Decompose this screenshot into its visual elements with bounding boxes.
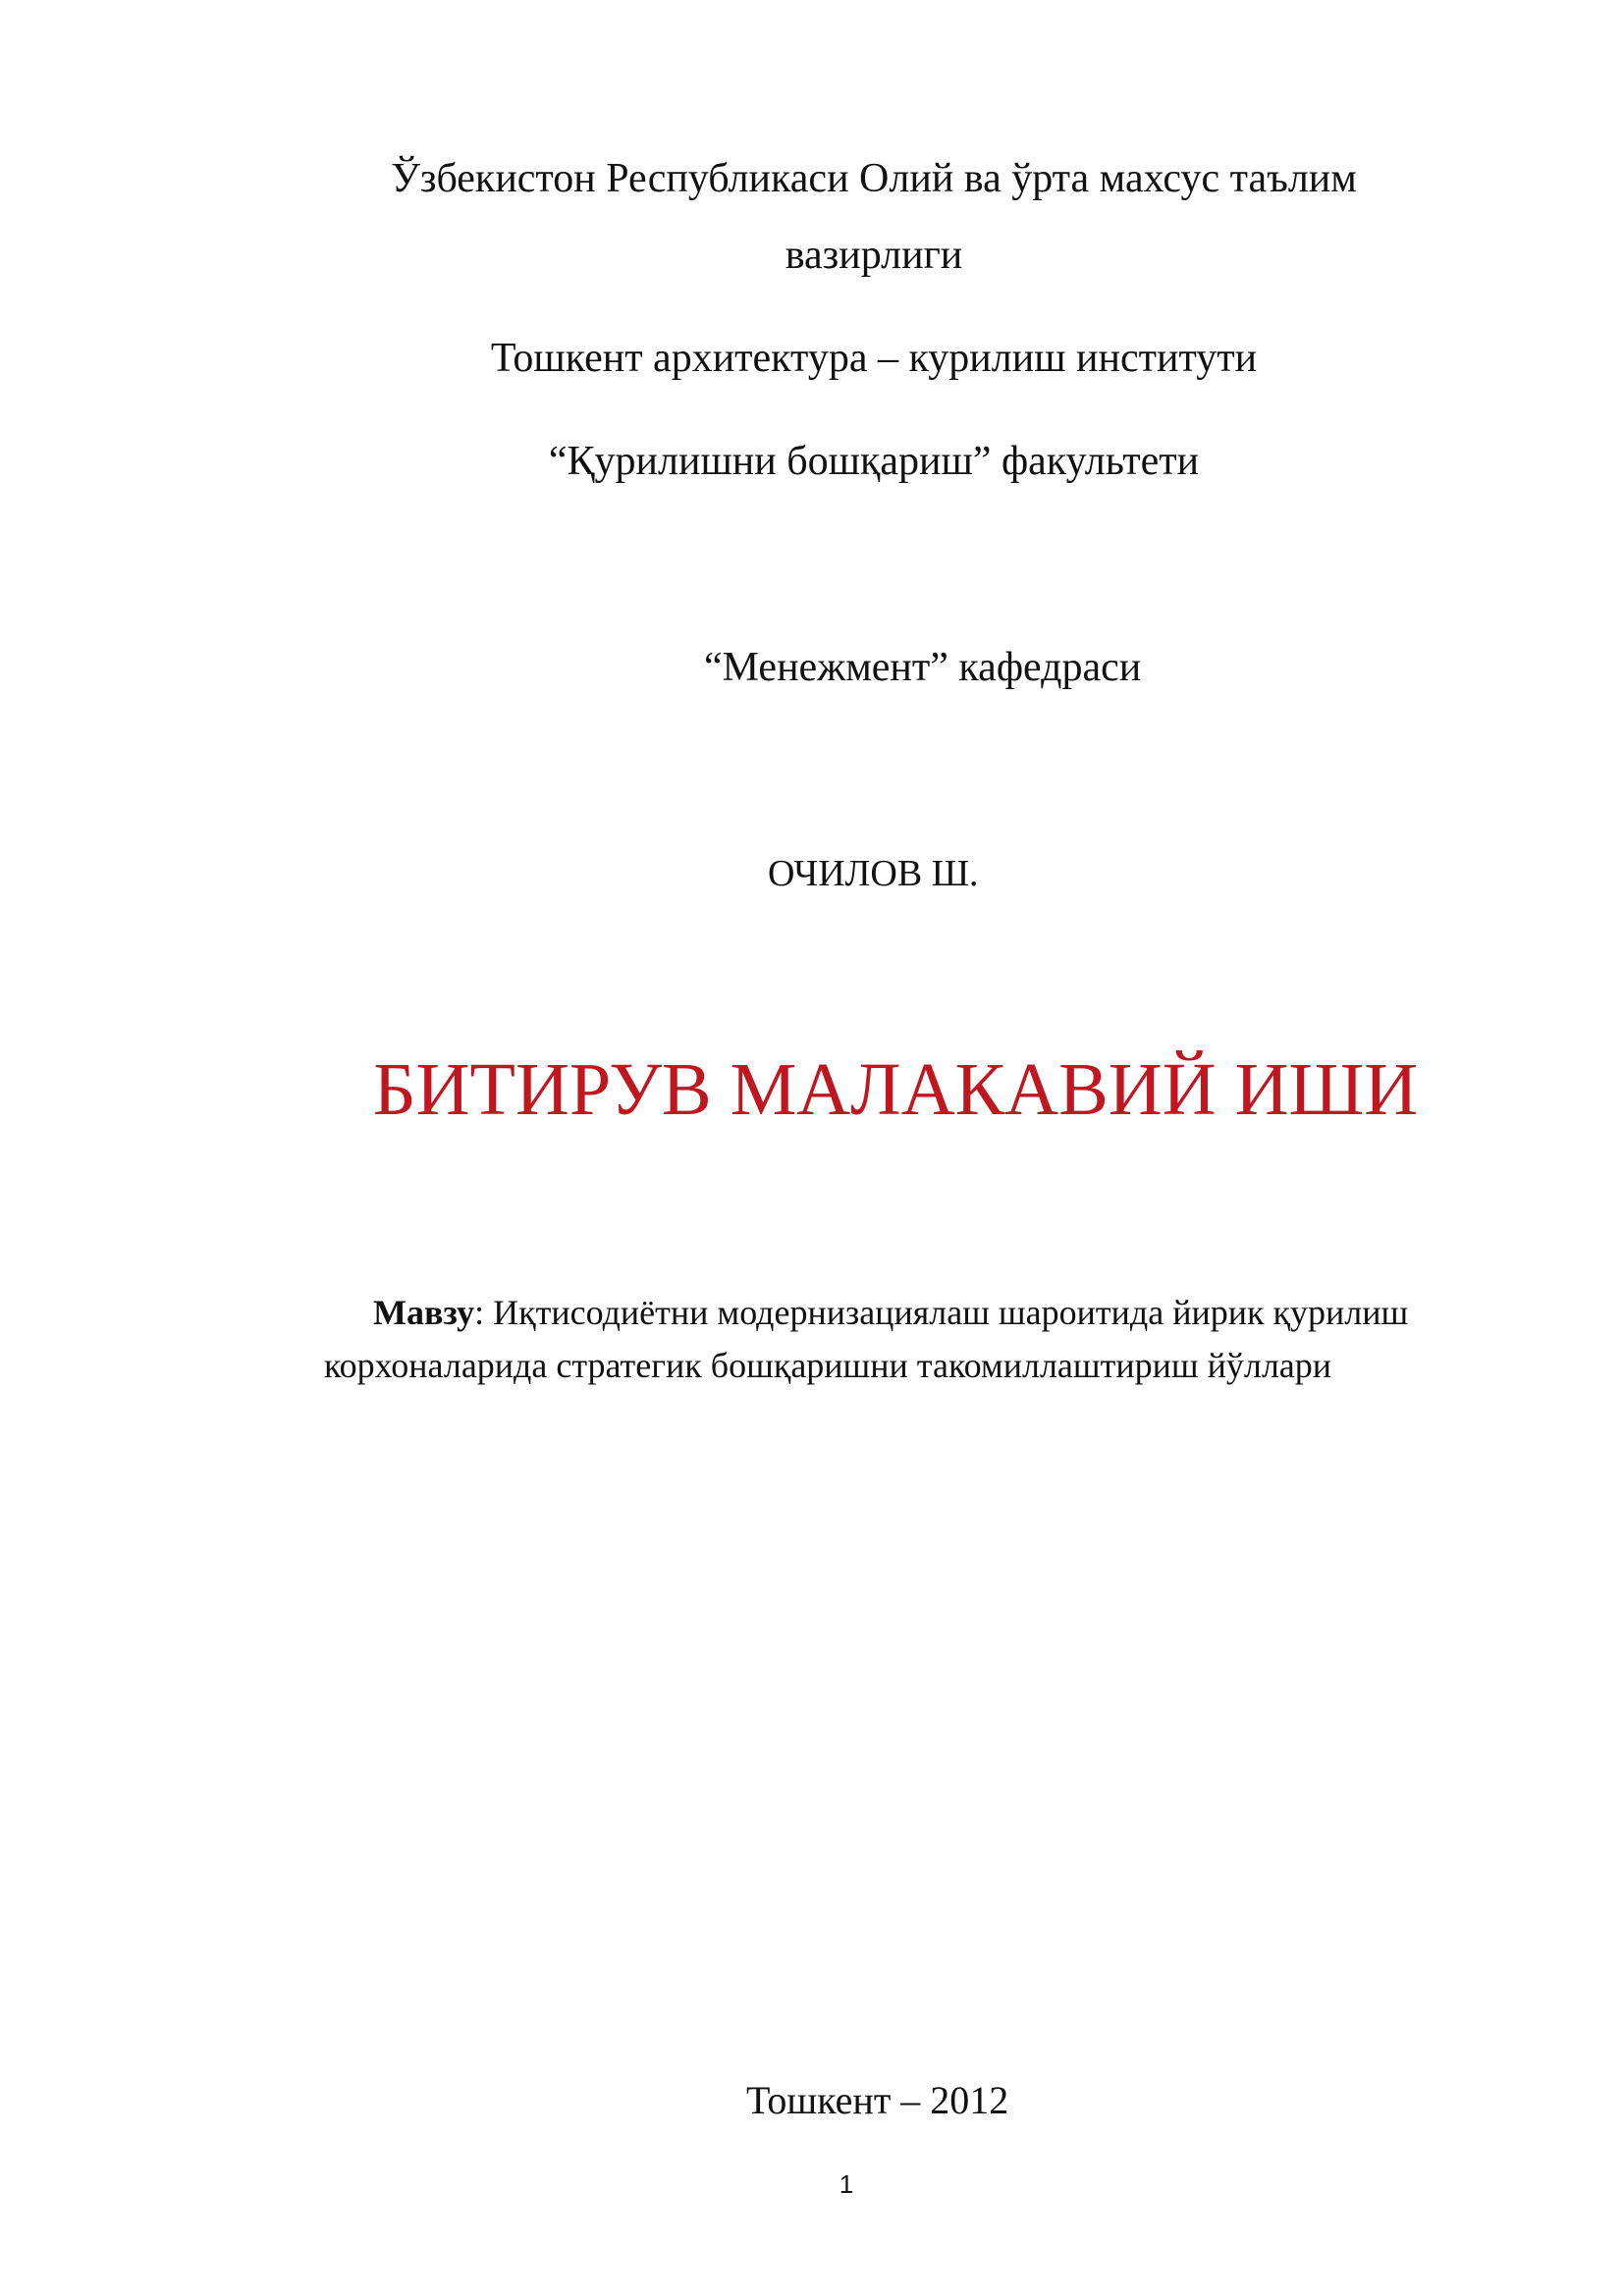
topic-text-line-1: Иқтисодиётни модернизациялаш шароитида йирик қурилиш bbox=[484, 1293, 1409, 1332]
topic-label: Мавзу bbox=[373, 1293, 475, 1332]
ministry-name-line-1: Ўзбекистон Республикаси Олий ва ўрта махсус таълим bbox=[391, 156, 1357, 201]
topic-separator: : bbox=[474, 1293, 485, 1332]
topic-block bbox=[324, 1286, 1532, 1392]
department-name: “Менежмент” кафедраси bbox=[704, 645, 1142, 690]
page-number: 1 bbox=[839, 2169, 854, 2199]
topic-line-1 bbox=[324, 1286, 1532, 1339]
faculty-name: “Қурилишни бошқариш” факультети bbox=[548, 439, 1200, 484]
ministry-name-line-2: вазирлиги bbox=[785, 233, 963, 278]
work-title: БИТИРУВ МАЛАКАВИЙ ИШИ bbox=[373, 1048, 1419, 1131]
author-name: ОЧИЛОВ Ш. bbox=[768, 853, 979, 894]
city-year: Тошкент – 2012 bbox=[746, 2078, 1009, 2122]
topic-text-line-2: корхоналарида стратегик бошқаришни такомиллаштириш йўллари bbox=[324, 1346, 1332, 1385]
institute-name: Тошкент архитектура – курилиш институти bbox=[490, 336, 1258, 381]
